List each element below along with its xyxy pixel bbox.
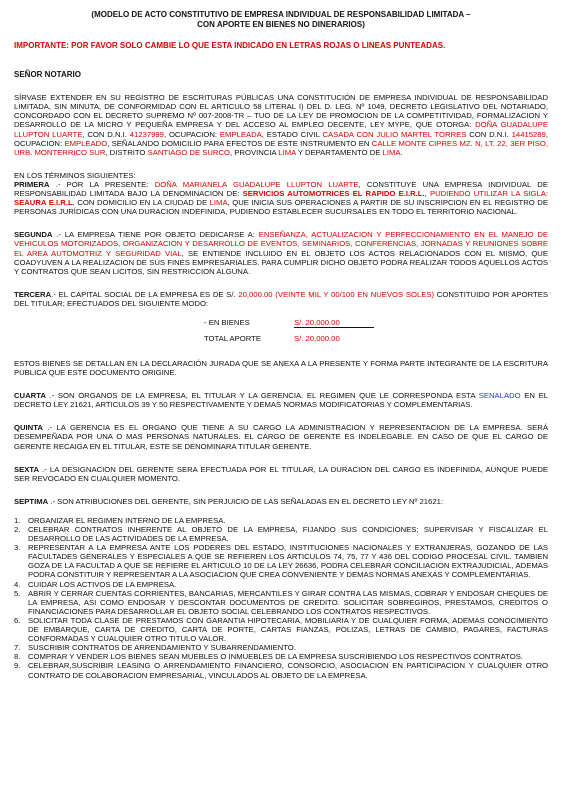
list-item	[14, 543, 548, 579]
clause-text: , CONSTITUYE UNA EMPRESA INDIVIDUAL DE RESPONSABILIDAD LIMITADA BAJO LA DENOMINACION DE:	[14, 179, 548, 199]
terms-line: EN LOS TÉRMINOS SIGUIENTES:	[14, 170, 136, 180]
clause-text: , CON DOMICILIO EN LA CIUDAD DE	[72, 198, 210, 208]
capital-row-value: S/. 20,000.00	[294, 318, 374, 328]
clause-text: .- LA GERENCIA ES EL ORGANO QUE TIENE A SU CARGO LA ADMINISTRACION Y REPRESENTACION DE LA EMPRESA. SERÁ DESEMPEÑADA POR UNA O MAS PERSONAS NATURALES. EL CARGO DE GERENTE ES INDELEGABLE. EN CASO DE QUE EL CARGO DE GERENTE RECAIGA EN EL TITULAR, ESTE SE DENOMINARA TITULAR GERENTE.	[14, 423, 548, 451]
clause-text: , QUE INICIA SUS OPERACIONES A PARTIR DE SU INSCRIPCION EN EL REGISTRO DE PERSONAS JURÍDICAS CON UNA DURACION INDEFINIDA, PUDIENDO ESTABLECER SUCURSALES EN TODO EL TERRITORIO NACIONAL.	[14, 198, 548, 217]
list-text: SOLICITAR TODA CLASE DE PRESTAMOS CON GARANTIA HIPOTECARIA, MOBILIARIA Y DE CUALQUIER FORMA, ADEMAS CONOCIMIENTO DE EMBARQUE, CARTA DE CREDITO, CARTA DE PORTE, CARTAS FIANZAS, POLIZAS, LETRAS DE CAMBIO, PAGARES, FACTURAS CONFORMADAS Y CUALQUIER OTRO TITULO VALOR.	[28, 615, 548, 644]
province: LIMA	[278, 147, 296, 157]
company-name: SERVICIOS AUTOMOTRICES EL RAPIDO E.I.R.L.	[242, 189, 425, 199]
list-item	[14, 525, 548, 543]
capital-amount: 20,000.00 (VEINTE MIL Y 00/100 EN NUEVOS SOLES)	[238, 289, 435, 299]
intro-text: , OCUPACION:	[163, 129, 220, 139]
intro-text: , SEÑALANDO DOMICILIO PARA EFECTOS DE ESTE INSTRUMENTO EN	[107, 138, 372, 148]
clause-text: .- LA EMPRESA TIENE POR OBJETO DEDICARSE A:	[52, 230, 259, 240]
grantor-name: DOÑA GUADALUPE LLUPTON LUARTE	[14, 120, 548, 139]
intro-text: , ESTADO CIVIL	[261, 129, 323, 139]
company-object: ENSEÑANZA, ACTUALIZACION Y PERFECCIONAMIENTO EN EL MANEJO DE VEHICULOS MOTORIZADOS, ORGANIZACION Y DESARROLLO DE EVENTOS, SEMINARIOS, CONFERENCIAS, JORNADAS Y REUNIONES SOBRE EL AREA AUTOMOTRIZ Y SEGURIDAD VIAL	[14, 230, 548, 258]
list-item	[14, 661, 548, 679]
civil-status: CASADA CON JULIO MARTEL TORRES	[322, 129, 467, 139]
sigla-text: PUDIENDO UTILIZAR LA SIGLA:	[429, 189, 548, 199]
clause-text: .- EL CAPITAL SOCIAL DE LA EMPRESA ES DE S/.	[51, 289, 239, 299]
list-number: 4.	[14, 579, 21, 589]
list-text: COMPRAR Y VENDER LOS BIENES SEAN MUEBLES O INMUEBLES DE LA EMPRESA SUSCRIBIENDO LOS RESPECTIVOS CONTRATOS.	[28, 652, 523, 662]
list-number: 1.	[14, 515, 21, 525]
list-number: 8.	[14, 652, 21, 662]
list-text: CUIDAR LOS ACTIVOS DE LA EMPRESA.	[28, 579, 177, 589]
spouse-dni: 14415289	[511, 129, 546, 139]
capital-total-label: TOTAL APORTE	[204, 334, 261, 344]
intro-text: , OCUPACION:	[14, 129, 548, 148]
important-notice: IMPORTANTE: POR FAVOR SOLO CAMBIE LO QUE ESTA INDICADO EN LETRAS ROJAS O LINEAS PUNTEADAS.	[14, 41, 446, 50]
capital-total-row	[204, 333, 374, 345]
clause-quinta	[14, 423, 548, 450]
clause-text: .- LA DESIGNACION DEL GERENTE SERA EFECTUADA POR EL TITULAR, LA DURACION DEL CARGO ES INDEFINIDA, AUNQUE PUEDE SER REVOCADO EN CUALQUIER MOMENTO.	[14, 464, 548, 483]
list-text: SUSCRIBIR CONTRATOS DE ARRENDAMIENTO Y SUBARRENDAMIENTO.	[28, 643, 296, 653]
clause-label: SEPTIMA	[14, 496, 49, 506]
list-text: ABRIR Y CERRAR CUENTAS CORRIENTES, BANCARIAS, MERCANTILES Y GIRAR CONTRA LAS MISMAS, COBRAR Y ENDOSAR CHEQUES DE LA EMPRESA, ASI COMO ENDOSAR Y DESCONTAR DOCUMENTOS DE CREDITO. SOLICITAR SOBREGIROS, PRESTAMOS, CREDITOS O FINANCIACIONES PARA DESARROLLAR EL OBJETO SOCIAL CELEBRANDO LOS CONTRATOS RESPECTIVOS.	[28, 588, 548, 616]
list-number: 2.	[14, 525, 21, 534]
list-number: 3.	[14, 543, 21, 553]
capital-total-value: S/. 20,000.00	[294, 334, 340, 344]
list-text: REPRESENTAR A LA EMPRESA ANTE LOS PODERES DEL ESTADO, INSTITUCIONES NACIONALES Y EXTRANJERAS, GOZANDO DE LAS FACULTADES GENERALES Y ESPECIALES A QUE SE REFIEREN LOS ARTICULOS 74, 75, 77 Y 436 DEL CODIGO PROCESAL CIVIL. TAMBIEN GOZA DE LA FACULTAD A QUE SE REFIERE EL ARTICULO 10 DE LA LEY 26636, PODRA CELEBRAR CONCILIACION EXTRAJUDICIAL, ADEMAS PODRA CONSTITUIR Y REPRESENTAR A LA ASOCIACION QUE CREA CONVENIENTE Y DEMAS NORMAS ANEXAS Y COMPLEMENTARIAS.	[28, 543, 548, 580]
address: CALLE MONTE CIPRES MZ. N, LT. 22, 3ER PISO, URB. MONTERRICO SUR	[14, 138, 548, 157]
grantor-dni: 41237999	[129, 129, 164, 139]
clause-text: EN EL DECRETO LEY 21621, ARTICULOS 39 Y 50 RESPECTIVAMENTE Y DEMAS NORMAS MODIFICATORIAS Y COMPLEMENTARIAS.	[14, 391, 548, 410]
intro-text: SÍRVASE EXTENDER EN SU REGISTRO DE ESCRITURAS PÚBLICAS UNA CONSTITUCIÓN DE EMPRESA INDIVIDUAL DE RESPONSABILIDAD LIMITADA, SIN MINUTA, DE CONFORMIDAD CON EL ARTICULO 58 LITERAL I) DEL D. LEG. Nº 1049, DECRETO LEGISLATIVO DEL NOTARIADO, CONCORDADO CON EL DECRETO SUPREMO Nº 007-2008-TR – TUO DE LA LEY DE PROMOCION DE LA COMPETITIVIDAD, FORMALIZACION Y DESARROLLO DE LA MICRO Y PEQUEÑA EMPRESA Y DEL ACCESO AL EMPLEO DECENTE, LEY MYPE, QUE OTORGA:	[14, 93, 548, 130]
list-text: ORGANIZAR EL REGIMEN INTERNO DE LA EMPRESA.	[28, 515, 226, 525]
clause-label: QUINTA	[14, 423, 43, 433]
clause-tercera	[14, 290, 548, 308]
clause-text: .- SON ORGANOS DE LA EMPRESA, EL TITULAR Y LA GERENCIA. EL REGIMEN QUE LE CORRESPONDA ESTA	[45, 391, 479, 401]
capital-row-label: - EN BIENES	[204, 318, 250, 328]
capital-table	[204, 317, 374, 345]
clause-septima	[14, 497, 548, 506]
title-line-2: CON APORTE EN BIENES NO DINERARIOS)	[197, 19, 365, 29]
list-item	[14, 616, 548, 643]
list-text: CELEBRAR CONTRATOS INHERENTE AL OBJETO DE LA EMPRESA, FIJANDO SUS CONDICIONES; SUPERVISAR Y FISCALIZAR EL DESARROLLO DE LAS ACTIVIDADES DE LA EMPRESA.	[28, 525, 548, 544]
company-sigla: SEAURA E.I.R.L	[14, 198, 73, 208]
list-number: 5.	[14, 588, 21, 598]
owner-name: DOÑA MARIANELA GUADALUPE LLUPTON LUARTE	[154, 179, 359, 189]
city: LIMA	[209, 198, 228, 208]
district: SANTIAGO DE SURCO	[147, 147, 231, 157]
clause-text: CONSTITUIDO POR APORTES DEL TITULAR; EFECTUADOS DEL SIGUIENTE MODO:	[14, 289, 548, 308]
list-item	[14, 652, 548, 661]
capital-row	[204, 317, 374, 329]
list-text: CELEBRAR,SUSCRIBIR LEASING O ARRENDAMIENTO FINANCIERO, CONSORCIO, ASOCIACION EN PARTICIPACION Y CUALQUIER OTRO CONTRATO DE COLABORACION EMPRESARIAL, VINCULADOS AL OBJETO DE LA EMPRESA.	[28, 661, 548, 680]
clause-sexta	[14, 465, 548, 483]
clause-label: SEXTA	[14, 464, 40, 474]
list-item	[14, 589, 548, 616]
list-number: 7.	[14, 643, 21, 653]
document-title	[14, 10, 548, 29]
grantor-occupation: EMPLEADA	[219, 129, 262, 139]
bienes-paragraph: ESTOS BIENES SE DETALLAN EN LA DECLARACIÓN JURADA QUE SE ANEXA A LA PRESENTE Y FORMA PARTE INTEGRANTE DE LA ESCRITURA PUBLICA QUE ESTE DOCUMENTO ORIGINE.	[14, 358, 548, 378]
intro-text: , DISTRITO	[105, 147, 148, 157]
intro-text: , PROVINCIA	[230, 147, 279, 157]
clause-cuarta	[14, 391, 548, 409]
clause-text: ,	[424, 189, 430, 199]
department: LIMA	[382, 147, 401, 157]
list-number: 6.	[14, 615, 21, 625]
spouse-occupation: EMPLEADO	[64, 138, 108, 148]
highlight-blue: SENALADO	[478, 391, 521, 401]
intro-text: CON D.N.I.	[466, 129, 512, 139]
list-item	[14, 580, 548, 589]
clause-text: , SE ENTIENDE INCLUIDO EN EL OBJETO LOS ACTOS RELACIONADOS CON EL MISMO, QUE COADYUVEN A LA REALIZACION DE SUS FINES EMPRESARIALES. PARA CUMPLIR DICHO OBJETO PODRA REALIZAR TODOS AQUELLOS ACTOS Y CONTRATOS QUE SEAN LICITOS, SIN RESTRICCION ALGUNA.	[14, 248, 548, 276]
title-line-1: (MODELO DE ACTO CONSTITUTIVO DE EMPRESA INDIVIDUAL DE RESPONSABILIDAD LIMITADA –	[91, 10, 471, 19]
clause-text: .- POR LA PRESENTE:	[49, 179, 155, 189]
attributions-list	[14, 516, 548, 680]
list-item	[14, 643, 548, 652]
clause-text: .- SON ATRIBUCIONES DEL GERENTE, SIN PERJUICIO DE LAS SEÑALADAS EN EL DECRETO LEY Nº 21621:	[48, 496, 444, 506]
clause-label: TERCERA	[14, 289, 52, 299]
clause-primera	[14, 180, 548, 216]
clause-segunda	[14, 230, 548, 275]
intro-text: , CON D.N.I.	[82, 129, 130, 139]
clause-label: CUARTA	[14, 391, 46, 401]
clause-label: SEGUNDA	[14, 230, 53, 240]
intro-text: Y DEPARTAMENTO DE	[295, 147, 383, 157]
list-number: 9.	[14, 661, 21, 671]
list-item	[14, 516, 548, 525]
intro-text: .	[400, 147, 403, 157]
clause-label: PRIMERA	[14, 179, 50, 189]
intro-paragraph	[14, 93, 548, 157]
addressee: SEÑOR NOTARIO	[14, 70, 81, 80]
